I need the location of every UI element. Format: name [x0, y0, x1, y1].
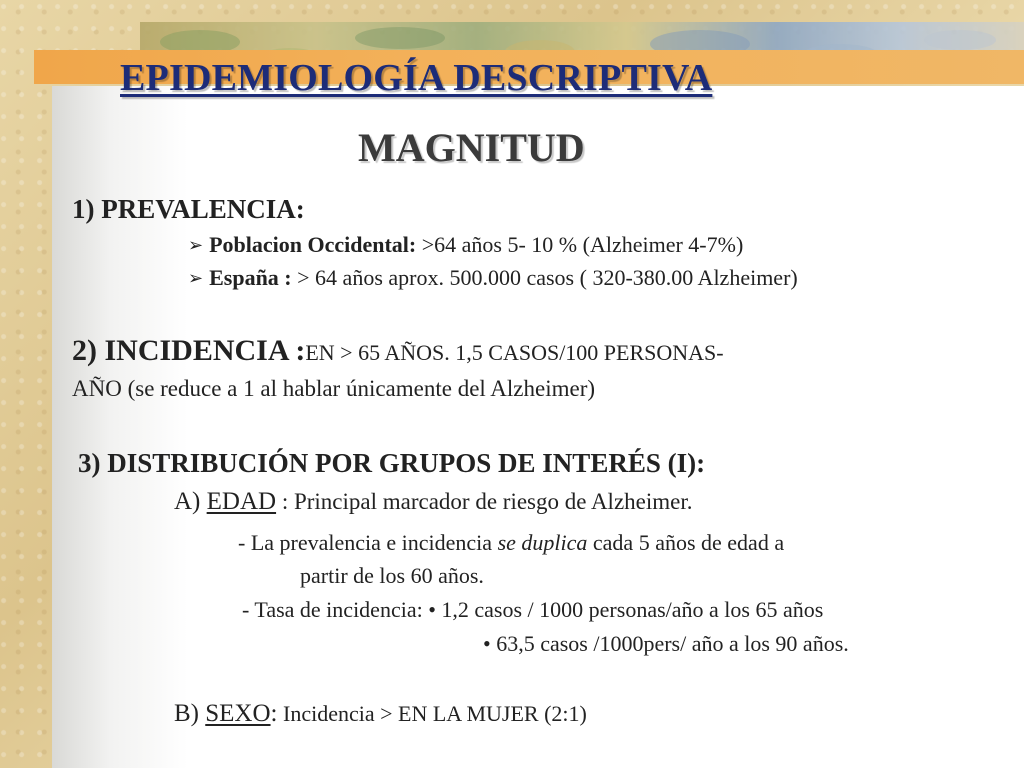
- edad-label: EDAD: [206, 488, 277, 515]
- edad-detail-1: [238, 530, 784, 556]
- sexo-label: SEXO: [205, 700, 271, 727]
- edad-detail-emphasis: se duplica: [497, 530, 588, 555]
- edad-detail-2: partir de los 60 años.: [300, 563, 484, 588]
- item-label: España :: [209, 265, 292, 290]
- sexo-prefix: B): [174, 700, 206, 727]
- edad-text: : Principal marcador de riesgo de Alzheimer.: [276, 489, 693, 514]
- item-label: Poblacion Occidental:: [209, 232, 417, 257]
- edad-detail-text-end: cada 5 años de edad a: [587, 530, 785, 555]
- prevalencia-item-occidental: [188, 232, 743, 258]
- slide-title: EPIDEMIOLOGÍA DESCRIPTIVA: [120, 57, 713, 99]
- arrow-bullet-icon: ➢: [188, 268, 204, 288]
- incidencia-line-1: [72, 334, 724, 368]
- edad-detail-4: • 63,5 casos /1000pers/ año a los 90 años.: [483, 631, 849, 656]
- edad-detail-3: - Tasa de incidencia: • 1,2 casos / 1000 personas/año a los 65 años: [242, 597, 824, 622]
- incidencia-text: EN > 65 AÑOS. 1,5 CASOS/100 PERSONAS-: [305, 340, 724, 365]
- incidencia-line-2: AÑO (se reduce a 1 al hablar únicamente del Alzheimer): [72, 376, 596, 401]
- arrow-bullet-icon: ➢: [188, 235, 204, 255]
- distribucion-heading: 3) DISTRIBUCIÓN POR GRUPOS DE INTERÉS (I):: [78, 448, 706, 478]
- sexo-text: Incidencia > EN LA MUJER (2:1): [277, 701, 587, 726]
- incidencia-heading: 2) INCIDENCIA :: [72, 334, 306, 367]
- prevalencia-item-espana: [188, 265, 798, 291]
- slide-panel: [52, 86, 1024, 768]
- edad-line: [174, 488, 693, 516]
- prevalencia-heading: 1) PREVALENCIA:: [72, 194, 305, 224]
- slide-subtitle: MAGNITUD: [358, 125, 585, 170]
- item-text: >64 años 5- 10 % (Alzheimer 4-7%): [416, 232, 744, 257]
- sexo-colon: :: [270, 700, 278, 727]
- item-text: > 64 años aprox. 500.000 casos ( 320-380.00 Alzheimer): [291, 265, 798, 290]
- sexo-line: [174, 700, 587, 728]
- edad-detail-text: - La prevalencia e incidencia: [238, 530, 498, 555]
- edad-prefix: A): [174, 488, 207, 515]
